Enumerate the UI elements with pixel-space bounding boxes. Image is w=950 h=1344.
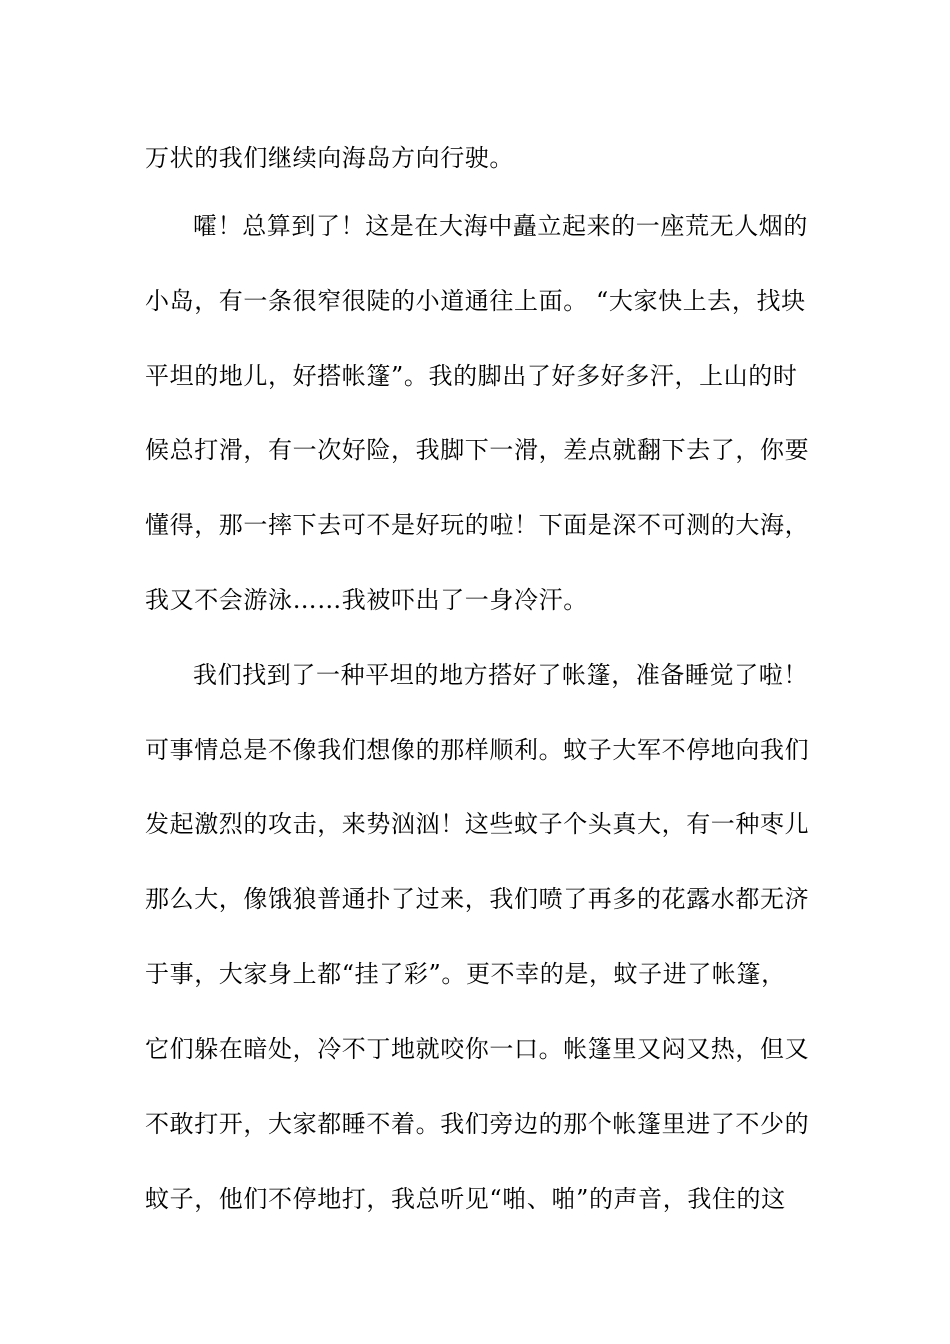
paragraph-1-line-1: 万状的我们继续向海岛方向行驶。 bbox=[145, 144, 514, 172]
paragraph-3-line-5: 于事，大家身上都“挂了彩”。更不幸的是，蚊子进了帐篷， bbox=[145, 960, 786, 988]
paragraph-3-line-8: 蚊子，他们不停地打，我总听见“啪、啪”的声音，我住的这 bbox=[145, 1185, 786, 1213]
paragraph-3-line-2: 可事情总是不像我们想像的那样顺利。蚊子大军不停地向我们 bbox=[145, 736, 810, 764]
paragraph-3-line-7: 不敢打开，大家都睡不着。我们旁边的那个帐篷里进了不少的 bbox=[145, 1110, 810, 1138]
paragraph-3-line-4: 那么大，像饿狼普通扑了过来，我们喷了再多的花露水都无济 bbox=[145, 885, 810, 913]
paragraph-3-line-6: 它们躲在暗处，冷不丁地就咬你一口。帐篷里又闷又热，但又 bbox=[145, 1035, 810, 1063]
paragraph-2-line-3: 平坦的地儿，好搭帐篷”。我的脚出了好多好多汗，上山的时 bbox=[145, 362, 798, 390]
paragraph-2-line-2: 小岛，有一条很窄很陡的小道通往上面。 “大家快上去，找块 bbox=[145, 287, 806, 315]
paragraph-2-line-4: 候总打滑，有一次好险，我脚下一滑，差点就翻下去了，你要 bbox=[145, 436, 810, 464]
paragraph-2-line-6: 我又不会游泳……我被吓出了一身冷汗。 bbox=[145, 586, 588, 614]
paragraph-3-line-3: 发起激烈的攻击，来势汹汹！这些蚊子个头真大，有一种枣儿 bbox=[145, 810, 810, 838]
paragraph-2-line-1: 嚯！总算到了！这是在大海中矗立起来的一座荒无人烟的 bbox=[193, 212, 808, 240]
paragraph-3-line-1: 我们找到了一种平坦的地方搭好了帐篷，准备睡觉了啦！ bbox=[193, 661, 808, 689]
paragraph-2-line-5: 懂得，那一摔下去可不是好玩的啦！下面是深不可测的大海， bbox=[145, 511, 810, 539]
